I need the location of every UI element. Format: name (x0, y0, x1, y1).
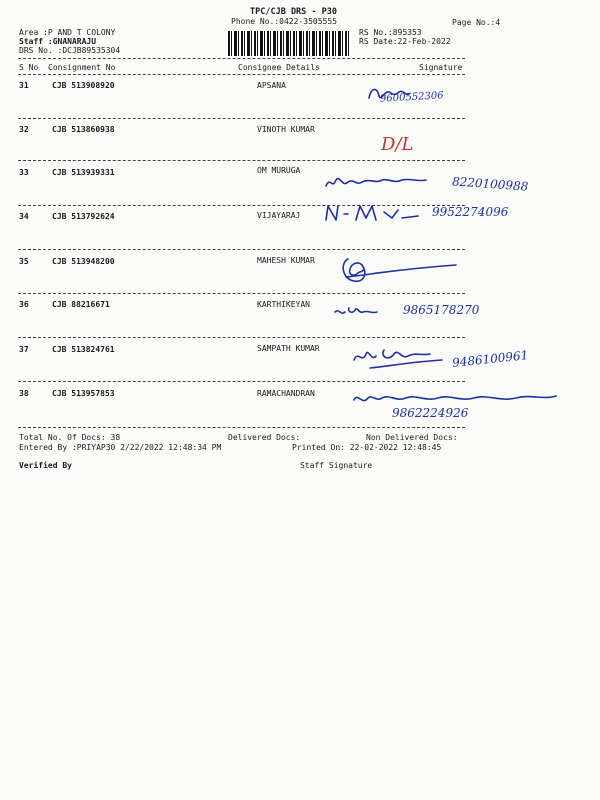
row-sno: 36 (19, 300, 29, 309)
row-consignment: CJB 513860938 (52, 125, 115, 134)
row-consignment: CJB 88216671 (52, 300, 110, 309)
column-header-signature: Signature (419, 63, 463, 72)
row-consignment: CJB 513824761 (52, 345, 115, 354)
printed-on: Printed On: 22-02-2022 12:48:45 (292, 443, 442, 452)
row-consignee: MAHESH KUMAR (257, 256, 315, 265)
row-consignment: CJB 513948200 (52, 257, 115, 266)
divider (18, 293, 465, 294)
row-consignee: APSANA (257, 81, 286, 90)
divider (18, 74, 465, 75)
signature-37 (350, 342, 450, 372)
signature-38 (350, 388, 560, 408)
signature-35 (338, 253, 468, 289)
column-header-sno: S No (19, 63, 39, 72)
note-36: 9865178270 (403, 303, 480, 317)
note-32: D/L (381, 134, 414, 155)
divider (18, 427, 465, 428)
delivered-docs: Delivered Docs: (228, 433, 301, 442)
signature-34 (322, 200, 432, 226)
rs-date: RS Date:22-Feb-2022 (359, 37, 451, 46)
row-sno: 34 (19, 212, 29, 221)
row-sno: 35 (19, 257, 29, 266)
divider (18, 118, 465, 119)
divider (18, 381, 465, 382)
divider (18, 160, 465, 161)
verified-by: Verified By (19, 461, 72, 470)
row-consignee: KARTHIKEYAN (257, 300, 310, 309)
note-31: 9600552306 (379, 90, 444, 105)
note-38: 9862224926 (392, 406, 469, 420)
divider (18, 58, 465, 59)
staff-label: Staff :GNANARAJU (19, 37, 97, 46)
row-consignee: RAMACHANDRAN (257, 389, 315, 398)
barcode (228, 31, 350, 56)
row-sno: 38 (19, 389, 29, 398)
row-consignee: SAMPATH KUMAR (257, 344, 320, 353)
row-consignee: VIJAYARAJ (257, 211, 301, 220)
row-consignment: CJB 513939331 (52, 168, 115, 177)
row-sno: 31 (19, 81, 29, 90)
staff-signature: Staff Signature (300, 461, 373, 470)
row-consignment: CJB 513957853 (52, 389, 115, 398)
column-header-consignee: Consignee Details (238, 63, 320, 72)
row-consignee: VINOTH KUMAR (257, 125, 315, 134)
row-consignee: OM MURUGA (257, 166, 301, 175)
rs-number: RS No.:895353 (359, 28, 422, 37)
row-sno: 33 (19, 168, 29, 177)
page-number: Page No.:4 (452, 18, 501, 27)
row-sno: 37 (19, 345, 29, 354)
phone-number: Phone No.:0422-3505555 (231, 17, 337, 26)
note-33: 8220100988 (451, 174, 529, 194)
note-37: 9486100961 (451, 348, 529, 370)
document-title: TPC/CJB DRS - P30 (250, 7, 337, 17)
entered-by: Entered By :PRIYAP30 2/22/2022 12:48:34 PM (19, 443, 222, 452)
row-sno: 32 (19, 125, 29, 134)
non-delivered-docs: Non Delivered Docs: (366, 433, 458, 442)
area-label: Area :P AND T COLONY (19, 28, 116, 37)
signature-33 (322, 170, 452, 196)
drs-number: DRS No. :DCJB89535304 (19, 46, 121, 55)
divider (18, 337, 465, 338)
column-header-consignment: Consignment No (48, 63, 116, 72)
signature-36 (333, 302, 403, 320)
divider (18, 249, 465, 250)
total-docs: Total No. Of Docs: 38 (19, 433, 121, 442)
row-consignment: CJB 513908920 (52, 81, 115, 90)
row-consignment: CJB 513792624 (52, 212, 115, 221)
note-34: 9952274096 (432, 205, 509, 219)
